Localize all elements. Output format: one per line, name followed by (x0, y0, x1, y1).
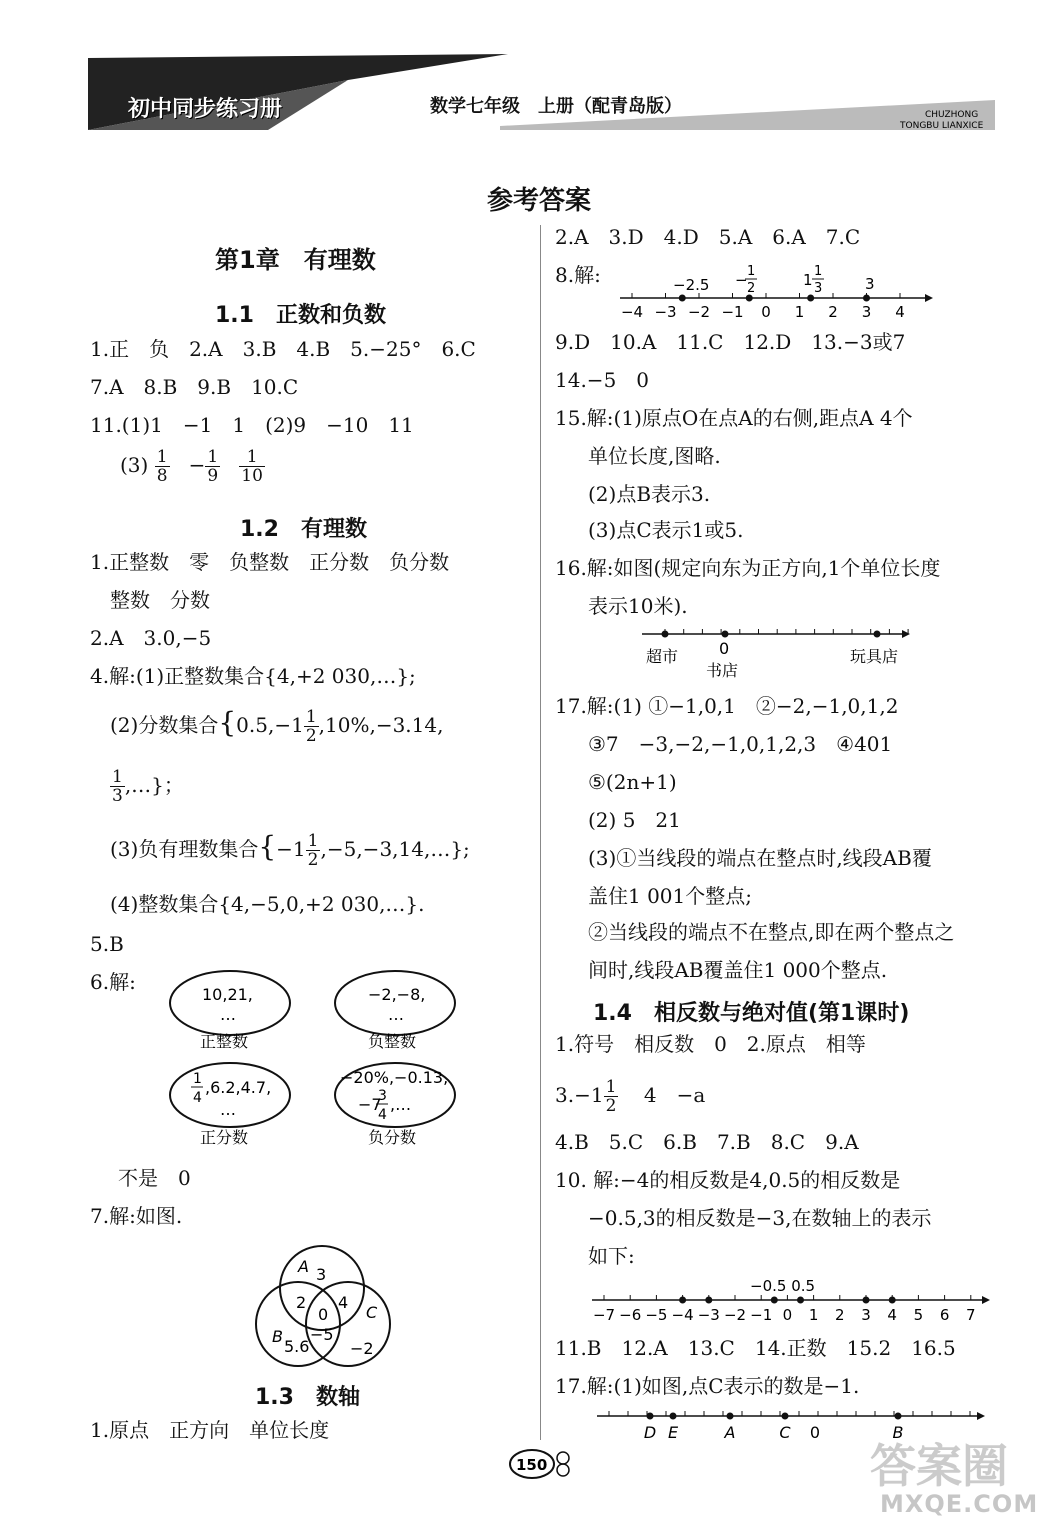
nl-tick-label: −1 (750, 1306, 773, 1324)
nl-point (705, 1297, 712, 1304)
nl-point (679, 1297, 686, 1304)
nl-tick-label: 4 (895, 303, 905, 321)
nl-point (647, 1413, 654, 1420)
answer-line: −0.5,3的相反数是−3,在数轴上的表示 (588, 1206, 932, 1230)
answer-line: 11.(1)1 −1 1 (2)9 −10 11 (90, 413, 414, 437)
answer-line: 整数 分数 (110, 588, 210, 612)
nl-mark-label: 1 (814, 264, 823, 279)
page-number-badge (500, 1446, 590, 1482)
ellipse-text: 1 (193, 1071, 202, 1087)
answer-line: 17.解:(1) ①−1,0,1 ②−2,−1,0,1,2 (555, 694, 899, 718)
answer-line: 1.正整数 零 负整数 正分数 负分数 (90, 550, 450, 574)
nl-tick-label: −4 (671, 1306, 694, 1324)
answer-line: (3)①当线段的端点在整点时,线段AB覆 (588, 846, 932, 870)
venn-label-c: C (366, 1303, 378, 1322)
answer-line: (3) $\frac{1}{8}$ − $\frac{1}{9}$ $\frac{1}{10}$ (120, 447, 263, 486)
answer-line: 8.解: (555, 263, 601, 287)
venn-value: 4 (338, 1293, 349, 1312)
answer-line: 10. 解:−4的相反数是4,0.5的相反数是 (555, 1168, 901, 1192)
nl-tick-label: −5 (645, 1306, 668, 1324)
number-line-10 (590, 1274, 1000, 1330)
answer-line: (4)整数集合{4,−5,0,+2 030,…}. (110, 892, 425, 916)
nl-mark-label: 3 (865, 275, 875, 293)
nl-point (863, 1297, 870, 1304)
answer-line: 14.−5 0 (555, 368, 650, 392)
nl-point (679, 295, 686, 302)
nl-tick-label: −4 (620, 303, 644, 321)
answer-line: 1.原点 正方向 单位长度 (90, 1418, 330, 1442)
ellipse-text: 4 (193, 1090, 202, 1106)
answer-line: (3)负有理数集合{−1 $\frac{1}{2}$ ,−5,−3,14,…}; (110, 830, 470, 870)
ellipse-label: 正整数 (200, 1032, 249, 1051)
chapter-title: 第1章 有理数 (215, 246, 376, 274)
header-subject: 数学七年级 上册（配青岛版） (430, 96, 682, 117)
set-ellipses-diagram (160, 965, 460, 1155)
answer-line: 表示10米). (588, 594, 688, 618)
answer-line: 3.−1 $\frac{1}{2}$ 4 −a (555, 1077, 706, 1116)
nl-point-label: A (724, 1423, 736, 1442)
nl-top-label: −0.5 0.5 (750, 1277, 816, 1295)
nl-tick-label: 3 (861, 303, 872, 321)
section-1-2: 1.2 有理数 (240, 517, 367, 542)
nl-label: 书店 (706, 661, 739, 680)
column-divider (540, 225, 541, 1440)
nl-point (771, 1297, 778, 1304)
nl-tick-label: 7 (966, 1306, 976, 1324)
answer-line: 1.正 负 2.A 3.B 4.B 5.−25° 6.C (90, 337, 476, 361)
nl-point-label: C (779, 1423, 791, 1442)
answer-line: ③7 −3,−2,−1,0,1,2,3 ④401 (588, 732, 893, 756)
number-line-8 (615, 255, 935, 325)
nl-mark-label: −2.5 (673, 276, 710, 294)
ellipse-text: … (220, 1005, 236, 1024)
watermark: 答案圈 (870, 1439, 1008, 1493)
venn-label-a: A (298, 1257, 309, 1276)
answer-line: (2)分数集合{0.5,−1 $\frac{1}{2}$ ,10%,−3.14, (110, 706, 444, 746)
nl-mark-label: 1 (803, 271, 813, 289)
answer-line: 7.A 8.B 9.B 10.C (90, 375, 299, 399)
nl-mark-label: − (735, 271, 748, 289)
page-number: 150 (516, 1456, 548, 1474)
answer-line: (2) 5 21 (588, 808, 681, 832)
nl-label: 0 (719, 639, 730, 658)
answer-line: 16.解:如图(规定向东为正方向,1个单位长度 (555, 556, 941, 580)
ellipse-text: … (388, 1005, 404, 1024)
page-title: 参考答案 (487, 186, 592, 216)
answer-line: 4.B 5.C 6.B 7.B 8.C 9.A (555, 1130, 859, 1154)
nl-point (782, 1413, 789, 1420)
ellipse-text: 4 (378, 1107, 387, 1123)
nl-tick-label: −7 (592, 1306, 616, 1324)
ellipse-text: 10,21, (202, 985, 253, 1004)
answer-line: $\frac{1}{3}$ ,…}； (112, 767, 184, 806)
nl-tick-label: 1 (808, 1306, 819, 1324)
nl-tick-label: −2 (687, 303, 711, 321)
nl-tick-label: 2 (828, 303, 838, 321)
venn-value: −5 (310, 1325, 334, 1344)
nl-tick-label: 2 (835, 1306, 845, 1324)
nl-mark-label: 3 (814, 281, 823, 296)
ellipse-text: −20%,−0.13, (340, 1068, 449, 1087)
answer-line: 如下: (588, 1244, 635, 1268)
logo-text: 初中同步练习册 (128, 97, 283, 122)
answer-line: 盖住1 001个整点; (588, 884, 752, 908)
nl-mark-label: 2 (747, 281, 756, 296)
answer-line: 7.解:如图. (90, 1204, 183, 1228)
nl-point-label: E (667, 1423, 679, 1442)
answer-line: 4.解:(1)正整数集合{4,+2 030,…}; (90, 664, 416, 688)
watermark-url: MXQE.COM (880, 1490, 1039, 1518)
number-line-16 (640, 622, 915, 684)
nl-point (895, 1413, 902, 1420)
ellipse-label: 正分数 (200, 1128, 249, 1147)
nl-point (670, 1413, 677, 1420)
ellipse-text: ,… (390, 1095, 412, 1114)
nl-point-label: D (643, 1423, 657, 1442)
nl-tick-label: −2 (723, 1306, 747, 1324)
ellipse-text: −7 (358, 1095, 382, 1114)
venn-value: −2 (350, 1339, 374, 1358)
answer-line: 2.A 3.D 4.D 5.A 6.A 7.C (555, 225, 861, 249)
answer-line: (3)点C表示1或5. (588, 518, 744, 542)
venn-diagram (250, 1240, 410, 1370)
nl-tick-label: 0 (782, 1306, 793, 1324)
answer-line: 9.D 10.A 11.C 12.D 13.−3或7 (555, 330, 906, 354)
answer-line: 1.符号 相反数 0 2.原点 相等 (555, 1032, 866, 1056)
section-1-1: 1.1 正数和负数 (215, 303, 386, 328)
ellipse-label: 负整数 (368, 1032, 417, 1051)
venn-label-b: B (272, 1327, 283, 1346)
answer-line: ⑤(2n+1) (588, 770, 677, 794)
nl-tick-label: −3 (697, 1306, 720, 1324)
nl-mark-label: 1 (747, 264, 756, 279)
nl-tick-label: −1 (721, 303, 744, 321)
ellipse-text: … (220, 1100, 236, 1119)
nl-point (863, 295, 870, 302)
venn-value: 5.6 (284, 1337, 310, 1356)
nl-point-label: B (892, 1423, 904, 1442)
answer-line: ②当线段的端点不在整点,即在两个整点之 (588, 920, 955, 944)
ellipse-text: 3 (378, 1088, 387, 1104)
nl-tick-label: −6 (619, 1306, 642, 1324)
nl-tick-label: 3 (861, 1306, 871, 1324)
answer-line: 间时,线段AB覆盖住1 000个整点. (588, 958, 888, 982)
answer-line: (2)点B表示3. (588, 482, 711, 506)
answer-line: 6.解: (90, 970, 136, 994)
answer-line: 5.B (90, 932, 124, 956)
answer-line: 17.解:(1)如图,点C表示的数是−1. (555, 1374, 860, 1398)
nl-label: 玩具店 (850, 647, 899, 666)
nl-tick-label: 6 (939, 1306, 950, 1324)
nl-tick-label: 0 (761, 303, 771, 321)
answer-line: 单位长度,图略. (588, 444, 721, 468)
ellipse-label: 负分数 (368, 1128, 417, 1147)
answer-line: 2.A 3.0,−5 (90, 626, 212, 650)
nl-point (797, 1297, 804, 1304)
venn-value: 0 (318, 1305, 329, 1324)
section-1-4: 1.4 相反数与绝对值(第1课时) (593, 1001, 910, 1026)
answer-line: 11.B 12.A 13.C 14.正数 15.2 16.5 (555, 1336, 956, 1360)
nl-tick-label: 4 (887, 1306, 897, 1324)
venn-value: 3 (316, 1265, 327, 1284)
ellipse-text: ,6.2,4.7, (205, 1078, 272, 1097)
venn-value: 2 (296, 1293, 307, 1312)
section-1-3: 1.3 数轴 (255, 1385, 360, 1410)
ellipse-text: −2,−8, (368, 985, 426, 1004)
nl-tick-label: −3 (654, 303, 677, 321)
pinyin-1: CHUZHONG (925, 110, 979, 120)
answer-line: 不是 0 (118, 1166, 191, 1190)
nl-tick-label: 5 (913, 1306, 924, 1324)
answer-line: 15.解:(1)原点O在点A的右侧,距点A 4个 (555, 406, 913, 430)
nl-point (889, 1297, 896, 1304)
nl-label: 超市 (646, 647, 679, 666)
nl-point-label: 0 (809, 1423, 821, 1442)
nl-point (727, 1413, 734, 1420)
nl-tick-label: 1 (794, 303, 805, 321)
pinyin-2: TONGBU LIANXICE (900, 121, 984, 131)
